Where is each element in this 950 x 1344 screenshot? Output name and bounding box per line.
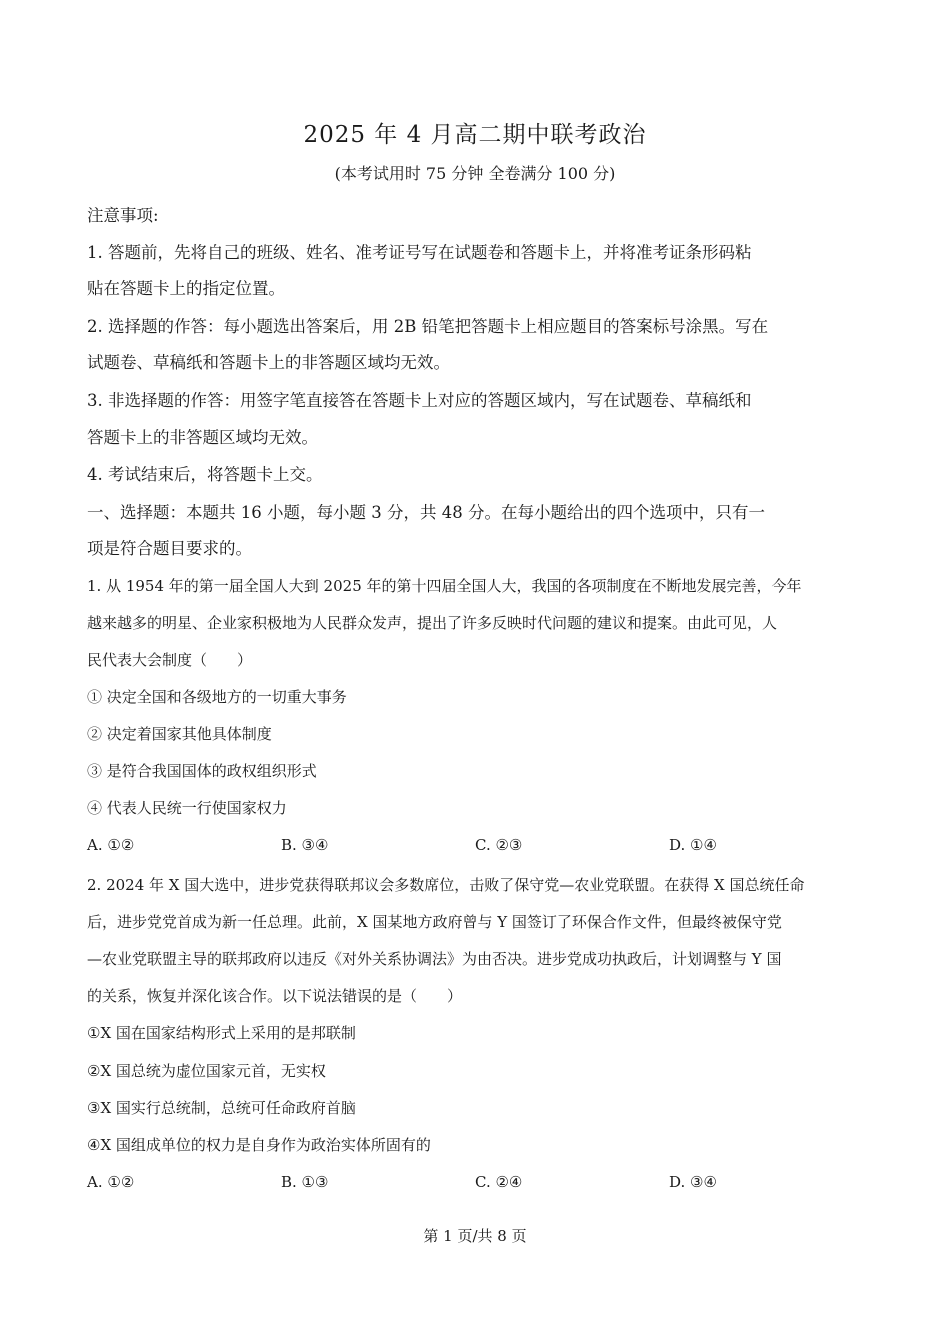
choice-c: C. ②③	[475, 836, 523, 854]
notice-heading: 注意事项:	[87, 206, 159, 225]
notice-line: 答题卡上的非答题区域均无效。	[87, 428, 318, 447]
choice-c: C. ②④	[475, 1173, 523, 1191]
section-heading: 一、选择题：本题共 16 小题，每小题 3 分，共 48 分。在每小题给出的四个选项中，只有一	[87, 503, 765, 522]
question-1-stem: 越来越多的明星、企业家积极地为人民群众发声，提出了许多反映时代问题的建议和提案。由此可见，人	[87, 614, 778, 632]
question-2-item: ①X 国在国家结构形式上采用的是邦联制	[87, 1024, 356, 1042]
choice-d: D. ③④	[669, 1173, 717, 1191]
notice-line: 3. 非选择题的作答：用签字笔直接答在答题卡上对应的答题区域内，写在试题卷、草稿纸和	[87, 391, 752, 410]
question-1-stem: 民代表大会制度（ ）	[87, 651, 253, 669]
notice-line: 贴在答题卡上的指定位置。	[87, 279, 285, 298]
section-heading: 项是符合题目要求的。	[87, 539, 252, 558]
choice-a: A. ①②	[87, 836, 135, 854]
choice-b: B. ①③	[281, 1173, 329, 1191]
notice-line: 试题卷、草稿纸和答题卡上的非答题区域均无效。	[87, 353, 450, 372]
choice-d: D. ①④	[669, 836, 717, 854]
exam-title: 2025 年 4 月高二期中联考政治	[303, 122, 647, 148]
notice-line: 4. 考试结束后，将答题卡上交。	[87, 465, 323, 484]
choice-b: B. ③④	[281, 836, 329, 854]
question-1-stem: 1. 从 1954 年的第一届全国人大到 2025 年的第十四届全国人大，我国的各项制度在不断地发展完善，今年	[87, 577, 802, 595]
question-2-item: ③X 国实行总统制，总统可任命政府首脑	[87, 1099, 356, 1117]
question-2-stem: 的关系，恢复并深化该合作。以下说法错误的是（ ）	[87, 987, 463, 1005]
notice-line: 2. 选择题的作答：每小题选出答案后，用 2B 铅笔把答题卡上相应题目的答案标号涂黑。写在	[87, 317, 769, 336]
choice-a: A. ①②	[87, 1173, 135, 1191]
question-1-item: ② 决定着国家其他具体制度	[87, 725, 272, 743]
question-2-item: ②X 国总统为虚位国家元首，无实权	[87, 1062, 326, 1080]
question-2-stem: 2. 2024 年 X 国大选中，进步党获得联邦议会多数席位，击败了保守党—农业党联盟。在获得 X 国总统任命	[87, 876, 805, 894]
question-1-item: ④ 代表人民统一行使国家权力	[87, 799, 287, 817]
question-2-stem: —农业党联盟主导的联邦政府以违反《对外关系协调法》为由否决。进步党成功执政后，计划调整与 Y 国	[87, 950, 782, 968]
page-number: 第 1 页/共 8 页	[423, 1227, 527, 1245]
question-1-item: ③ 是符合我国国体的政权组织形式	[87, 762, 317, 780]
question-1-item: ① 决定全国和各级地方的一切重大事务	[87, 688, 347, 706]
question-2-item: ④X 国组成单位的权力是自身作为政治实体所固有的	[87, 1136, 431, 1154]
exam-subtitle: (本考试用时 75 分钟 全卷满分 100 分)	[334, 164, 616, 183]
question-2-stem: 后，进步党党首成为新一任总理。此前，X 国某地方政府曾与 Y 国签订了环保合作文件，但最终被保守党	[87, 913, 782, 931]
notice-line: 1. 答题前，先将自己的班级、姓名、准考证号写在试题卷和答题卡上，并将准考证条形码粘	[87, 243, 752, 262]
